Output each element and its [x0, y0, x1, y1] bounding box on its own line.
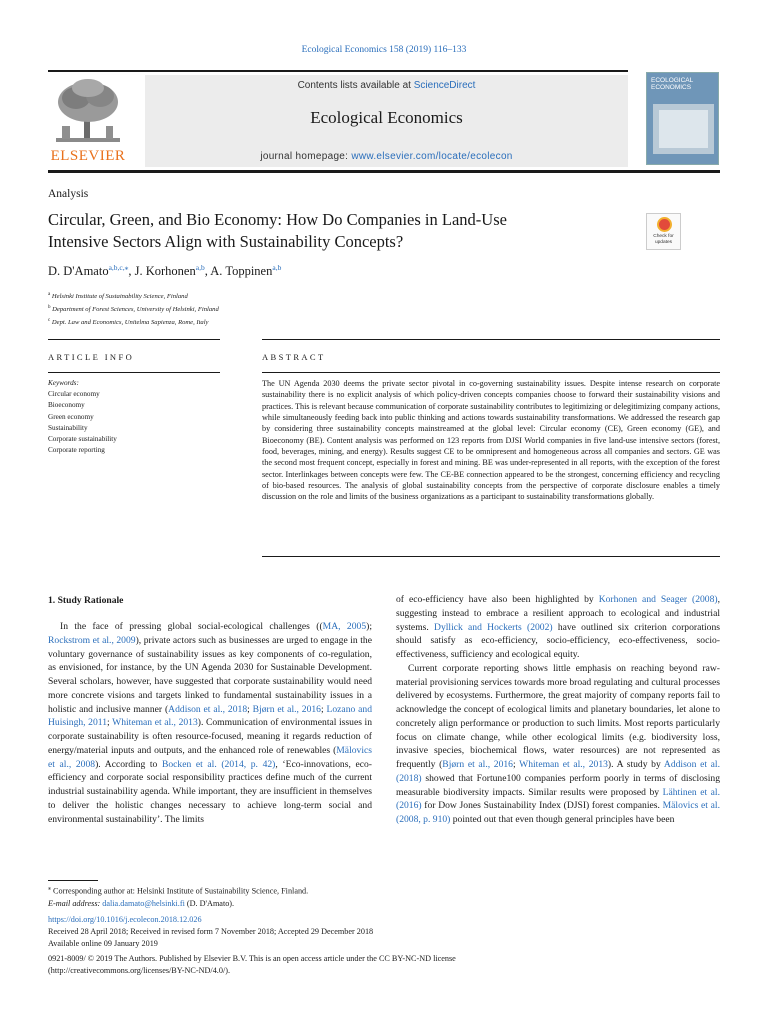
journal-title: Ecological Economics: [310, 108, 463, 127]
body-text: ;: [107, 717, 113, 729]
affiliations: [48, 289, 219, 329]
masthead-rule-bottom: [48, 170, 720, 173]
citation-link[interactable]: Mälovics et al. (2008, p. 910): [396, 800, 720, 825]
body-text: ), private actors such as businesses are urged to engage in the voluntary governance of sustainability issues as key components of co-regulation, as envisioned, for instance, by the UN Agenda 2030 for Sustainable Development. Several scholars, however, have suggested that corporate sustainability would need more concrete visions and targets linked to fundamental sustainability issues in a holistic and inclusive manner (: [48, 634, 372, 715]
crossmark-label: Check for updates: [653, 234, 674, 245]
affiliation-item: $^c$ Dept. Law and Economics, Unitelma Sapienza, Rome, Italy: [48, 318, 209, 327]
body-text: ;: [512, 759, 520, 770]
article-info-rule: [48, 339, 220, 340]
body-text: In the face of pressing global social-ecological challenges ((: [60, 621, 323, 632]
citation-link[interactable]: Dyllick and Hockerts (2002): [434, 621, 553, 633]
available-line: Available online 09 January 2019: [48, 939, 158, 948]
title-line-1: Circular, Green, and Bio Economy: How Do Companies in Land-Use: [48, 210, 507, 229]
body-text: ;: [320, 703, 327, 715]
citation-link[interactable]: Addison et al. (2018): [396, 759, 720, 784]
body-paragraph: [48, 620, 372, 826]
elsevier-logo[interactable]: [48, 76, 128, 166]
author-affil-sup[interactable]: a,b,c,⁎: [108, 263, 129, 272]
contents-line: [145, 80, 628, 91]
masthead-box: [145, 75, 628, 167]
publisher-name: ELSEVIER: [50, 148, 126, 164]
keyword: Green economy: [48, 412, 94, 421]
body-text: );: [366, 621, 372, 632]
article-history: [48, 926, 373, 950]
body-left-column: [48, 620, 372, 826]
citation-link[interactable]: Rockstrom et al., 2009: [48, 634, 136, 646]
keyword: Circular economy: [48, 390, 100, 399]
footnote-rule: [48, 880, 98, 881]
cover-image: [653, 104, 714, 154]
article-info-subrule: [48, 372, 220, 373]
keyword: Corporate sustainability: [48, 435, 117, 444]
abstract-rule: [262, 339, 720, 340]
article-section: Analysis: [48, 188, 89, 200]
body-text: ). According to: [95, 758, 162, 770]
keyword: Sustainability: [48, 423, 88, 432]
journal-cover[interactable]: [646, 72, 719, 165]
cover-title: ECOLOGICAL ECONOMICS: [651, 77, 694, 91]
citation-link[interactable]: Lähtinen et al. (2016): [396, 786, 720, 812]
doi-link[interactable]: https://doi.org/10.1016/j.ecolecon.2018.12.026: [48, 915, 202, 924]
homepage-link[interactable]: www.elsevier.com/locate/ecolecon: [351, 151, 513, 162]
author-name[interactable]: A. Toppinen: [210, 264, 273, 279]
citation-link[interactable]: Lozano and Huisingh, 2011: [48, 703, 373, 729]
body-text: Current corporate reporting shows little emphasis on reaching beyond raw-material provisioning services towards more broad regulating and cultural processes delivered by ecosystems. Furthermore, the great majority of company reports fail to acknowledge the concept of ecological limits and planetary boundaries, let alone to concretely align performance or production to such limits. Most reports particularly focus on climate change, while other ecological limits (e.g. biodiversity loss, invasive species, biochemical flows, water resources) are not represented as frequently (: [396, 662, 720, 770]
license-line: 0921-8009/ © 2019 The Authors. Published by Elsevier B.V. This is an open access article under the CC BY-NC-ND license: [48, 954, 456, 963]
keyword: Bioeconomy: [48, 401, 85, 410]
author-list: D. D'Amato$^{a,b,c,⁎}$, J. Korhonen$^{a,b}$, A. Toppinen$^{a,b}$: [48, 263, 282, 279]
body-text: ). A study by: [607, 759, 664, 770]
abstract-text: The UN Agenda 2030 deems the private sector pivotal in co-governing sustainability issues. Despite intense research on corporate sustainability there is no explicit analysis of which policy-driven concepts companies choose to forward their sustainability visions and practices. This is relevant because communication of corporate sustainability contributes to legitimizing or delegitimizing company actions, while simultaneously feeding back into public thinking and actions towards sustainability transformations. We addressed the research gap by considering three sustainability concepts mainstreamed at the global level: Circular economy (CE), Green economy (GE), and Bioeconomy (BE). Content analysis was performed on 123 reports from DJSI World companies in five land-use intensive sectors (forest, food, beverages, mining, and energy). Results suggest CE to be omnipresent and homogeneous across all companies and sectors. GE was the second most frequent concept, especially in forest and mining. BE was under-represented in all reports, with the exception of the forest sector. Interlinkages between concepts were few. The CE-BE connection appeared to be the strongest, concerning efficiency and recycling of bio-based resources. The analysis of global sustainability concepts from the perspective of corporate disclosure enables a timely discussion on the role and limits of the business organizations as a participant to sustainability transformations globally.: [262, 379, 720, 502]
article-info-heading: ARTICLE INFO: [48, 352, 135, 362]
body-text: , ‘Eco-innovations, eco-efficiency and corporate social responsibility practices define much of the current industrial sustainability agenda. While important, they are insufficient in themselves to deliver the holistic changes necessary to achieve long-term social and environmental sustainability’. The limits: [48, 758, 372, 825]
citation-link[interactable]: Mälovics et al., 2008: [48, 744, 372, 770]
body-paragraph: [396, 593, 720, 662]
abstract-subrule: [262, 372, 720, 373]
corresponding-footnote: ⁎ Corresponding author at: Helsinki Institute of Sustainability Science, Finland. E-mail address: dalia.damato@helsinki.fi (D. D'Amato).: [48, 886, 309, 908]
body-text: ;: [247, 703, 253, 715]
homepage-line: [145, 151, 628, 162]
citation-link[interactable]: Bjørn et al., 2016: [442, 759, 513, 770]
body-text: of eco-efficiency have also been highlighted by: [396, 594, 599, 605]
crossmark-icon: [657, 217, 672, 232]
section-heading: 1. Study Rationale: [48, 595, 124, 606]
affiliation-item: $^b$ Department of Forest Sciences, University of Helsinki, Finland: [48, 305, 219, 314]
citation-link[interactable]: Korhonen and Seager (2008): [598, 594, 718, 605]
affiliation-item: $^a$ Helsinki Institute of Sustainability Science, Finland: [48, 292, 188, 301]
author-name[interactable]: J. Korhonen: [134, 264, 196, 279]
title-line-2: Intensive Sectors Align with Sustainability Concepts?: [48, 232, 404, 251]
citation-link[interactable]: MA, 2005: [322, 621, 367, 632]
sciencedirect-link[interactable]: ScienceDirect: [413, 80, 476, 91]
masthead-rule: [48, 70, 628, 72]
citation-link[interactable]: Whiteman et al., 2013: [112, 717, 198, 729]
author-name[interactable]: D. D'Amato: [48, 264, 109, 279]
body-right-column: [396, 593, 720, 827]
body-text: for Dow Jones Sustainability Index (DJSI) forest companies.: [421, 800, 663, 812]
license-text: [48, 953, 608, 977]
citation-link[interactable]: Whiteman et al., 2013: [519, 759, 608, 770]
body-paragraph: [396, 662, 720, 827]
keywords-block: [48, 378, 117, 456]
keywords-label: Keywords:: [48, 379, 79, 387]
license-url[interactable]: (http://creativecommons.org/licenses/BY-NC-ND/4.0/).: [48, 966, 230, 975]
elsevier-tree-icon: [48, 76, 128, 148]
author-affil-sup[interactable]: a,b: [272, 263, 282, 272]
email-label: E-mail address:: [48, 898, 103, 908]
received-line: Received 28 April 2018; Received in revised form 7 November 2018; Accepted 29 December 2018: [48, 927, 374, 936]
body-text: pointed out that even though general principles have been: [450, 814, 675, 825]
homepage-prefix: journal homepage:: [260, 151, 352, 162]
citation-link[interactable]: Bjørn et al., 2016: [252, 703, 321, 715]
citation-link[interactable]: Bocken et al. (2014, p. 42): [161, 758, 276, 770]
body-text: , suggesting instead to embrace a resilient approach to ecological and industrial systems.: [396, 594, 721, 633]
body-text: ). Communication of environmental issues in corporate sustainability is often resource-focused, meaning it regards reduction of energy/material inputs and outputs, and the enhanced role of renewables (: [48, 717, 373, 756]
citation-link[interactable]: Addison et al., 2018: [168, 703, 248, 715]
journal-citation[interactable]: Ecological Economics 158 (2019) 116–133: [301, 45, 467, 55]
crossmark-button[interactable]: [646, 213, 681, 250]
email-link[interactable]: dalia.damato@helsinki.fi: [102, 898, 185, 908]
body-text: showed that Fortune100 companies perform poorly in terms of disclosing measurable biodiversity impacts. Similar results were proposed by: [396, 772, 720, 798]
keyword: Corporate reporting: [48, 446, 105, 455]
abstract-bottom-rule: [262, 556, 720, 557]
contents-prefix: Contents lists available at: [297, 80, 414, 91]
body-text: have outlined six criterion corporations should satisfy as eco-efficiency, socio-efficiency, eco-effectiveness, socio-effectiveness, sufficiency and ecological equity.: [396, 621, 720, 660]
author-affil-sup[interactable]: a,b: [195, 263, 205, 272]
abstract-heading: ABSTRACT: [262, 352, 326, 362]
paper-title: [48, 209, 628, 253]
